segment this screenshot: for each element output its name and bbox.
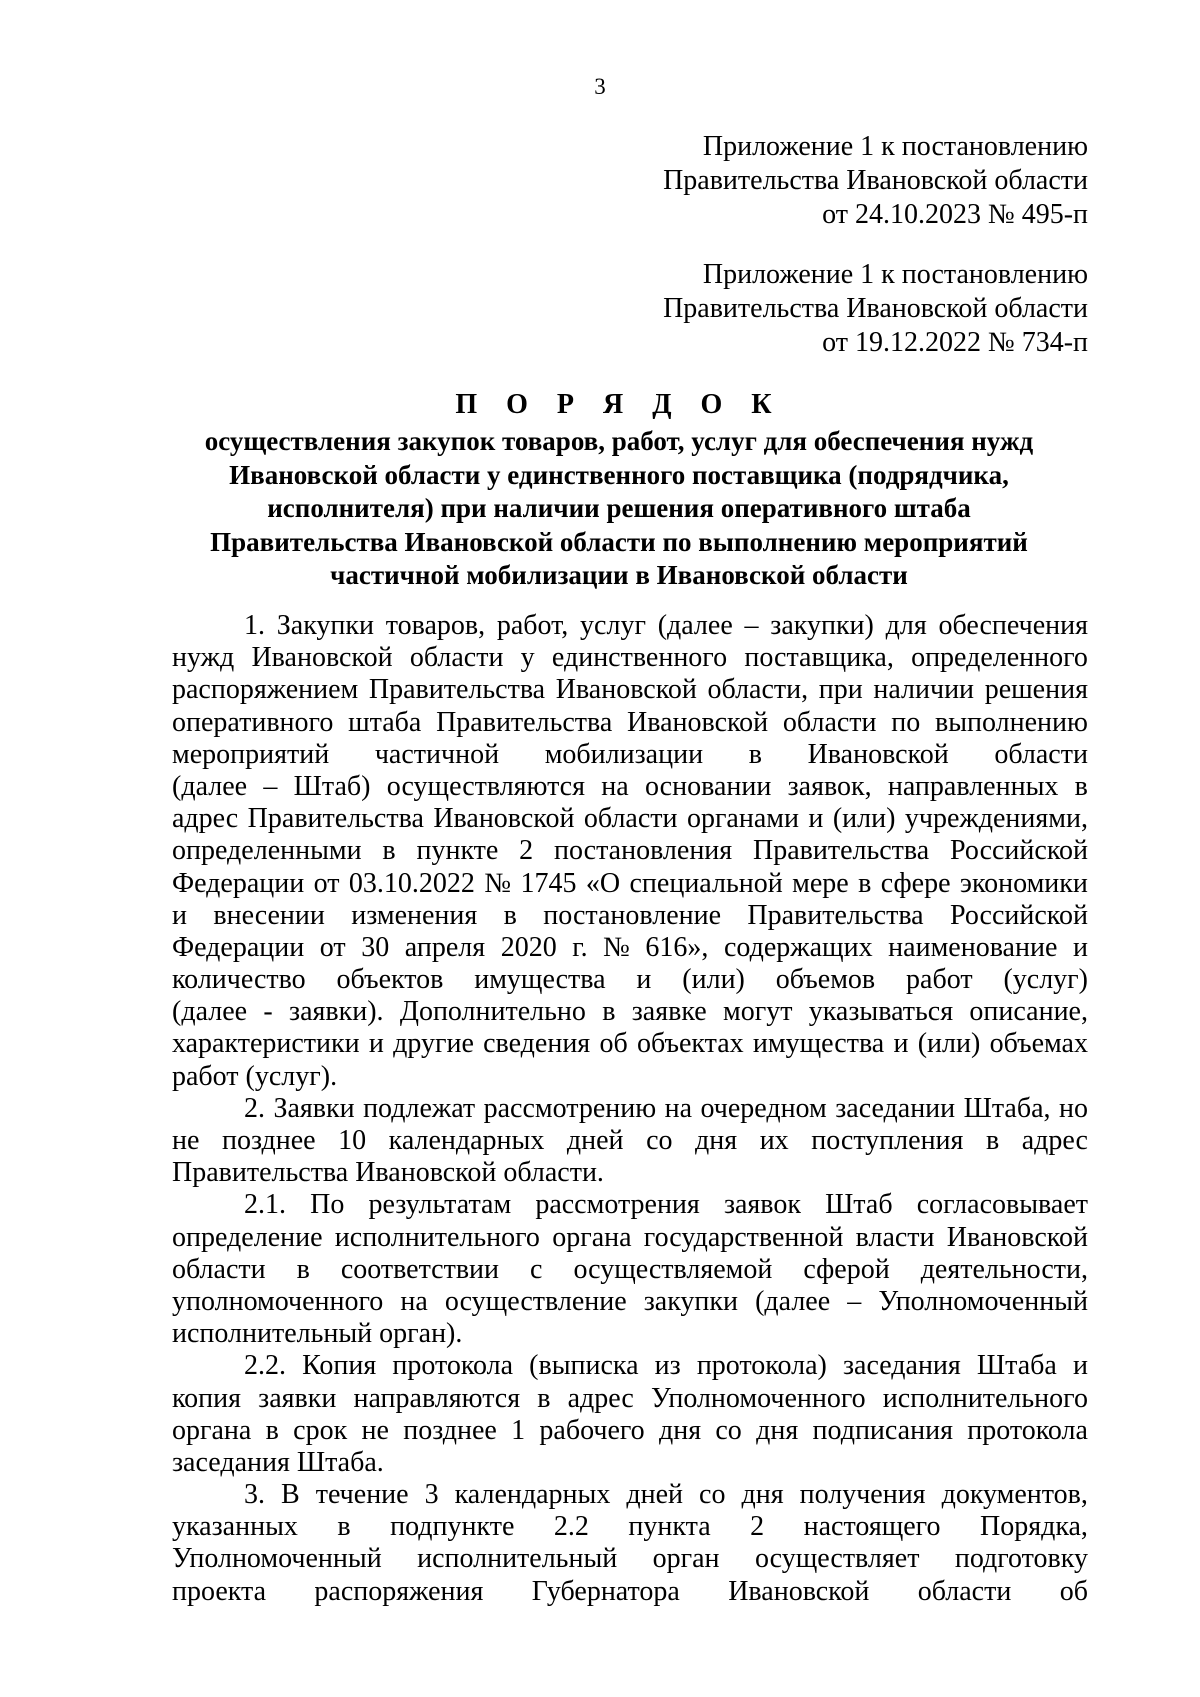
body-word: дня — [741, 1479, 784, 1511]
body-word: с — [530, 1253, 543, 1285]
body-word: другие — [393, 1028, 474, 1060]
body-word: подпункте — [390, 1511, 515, 1543]
body-word: заседании — [835, 1092, 956, 1124]
body-line — [172, 835, 1088, 867]
body-word: и — [636, 964, 652, 996]
body-word: указываться — [808, 996, 954, 1028]
body-word: адрес — [1021, 1125, 1088, 1156]
body-word: Правительства — [247, 803, 424, 835]
body-word: настоящего — [803, 1511, 941, 1543]
body-line — [172, 1383, 1088, 1415]
title-subtitle-line: исполнителя) при наличии решения оперативного штаба — [267, 493, 971, 523]
body-word: течение — [315, 1479, 409, 1511]
body-word: изменения — [351, 899, 478, 931]
body-word: описание, — [969, 996, 1088, 1028]
body-word: заявки). — [289, 996, 384, 1028]
body-word: в — [503, 899, 517, 931]
body-word: услуг — [580, 610, 646, 641]
body-word: исполнительного — [882, 1382, 1088, 1414]
body-word: получения — [799, 1479, 926, 1511]
body-word: государственной — [643, 1221, 844, 1253]
body-word: (далее — [657, 610, 733, 641]
appendix-line: Правительства Ивановской области — [663, 293, 1088, 324]
body-word: области — [583, 803, 678, 835]
body-word: пункте — [416, 835, 499, 867]
body-word: дней — [566, 1125, 624, 1156]
body-word: и — [893, 1028, 909, 1060]
body-word: их — [759, 1125, 789, 1156]
body-word: области, — [707, 674, 809, 706]
body-line — [172, 1125, 1088, 1157]
body-word: позднее — [221, 1125, 316, 1156]
body-line — [172, 1254, 1088, 1286]
body-word: заявки — [258, 1382, 337, 1414]
body-word: товаров, — [385, 610, 486, 641]
body-word: протокола) — [696, 1350, 827, 1382]
body-line — [172, 1286, 1088, 1318]
body-word: области — [917, 1575, 1012, 1607]
body-word: «О — [585, 867, 621, 899]
body-word: у — [520, 642, 535, 674]
body-line: исполнительный орган). — [172, 1318, 463, 1350]
body-word: указанных — [172, 1511, 298, 1543]
body-word: В — [281, 1479, 300, 1511]
body-word: протокола — [967, 1414, 1088, 1446]
body-line — [172, 771, 1088, 803]
body-line — [172, 1028, 1088, 1060]
body-word: – — [263, 770, 278, 802]
body-word: (услуг) — [1003, 964, 1088, 996]
body-word: (далее — [172, 996, 248, 1028]
body-word: орган — [652, 1543, 720, 1575]
body-word: работ — [906, 964, 973, 996]
body-line — [172, 1511, 1088, 1543]
body-word: работ, — [496, 610, 569, 641]
body-word: Правительства — [436, 706, 613, 738]
body-word: области — [782, 706, 877, 738]
body-word: Копия — [302, 1350, 377, 1382]
body-word: поставщика, — [744, 642, 894, 674]
body-word: наименование — [888, 931, 1058, 963]
body-word: области — [409, 642, 504, 674]
body-word: 3. — [244, 1479, 265, 1511]
body-word: решения — [984, 674, 1088, 706]
body-word: и — [1072, 931, 1088, 963]
body-word: об — [599, 1028, 628, 1060]
body-word: № — [603, 931, 630, 963]
body-line — [172, 674, 1088, 706]
body-word: из — [654, 1350, 681, 1382]
body-word: Ивановской — [251, 642, 393, 674]
body-word: и — [368, 1028, 384, 1060]
body-word: Федерации — [172, 931, 305, 963]
body-word: от — [313, 867, 340, 899]
body-line — [172, 803, 1088, 835]
body-word: заявок, — [787, 770, 872, 802]
body-word: Дополнительно — [399, 996, 586, 1028]
body-word: объемов — [775, 964, 876, 996]
body-word: 2. — [244, 1092, 265, 1124]
body-word: не — [172, 1125, 200, 1156]
body-line — [172, 1350, 1088, 1382]
body-line — [172, 610, 1088, 642]
body-word: в — [265, 1414, 279, 1446]
body-word: Уполномоченный — [172, 1543, 382, 1575]
body-word: наличии — [873, 674, 975, 706]
body-word: объемах — [989, 1028, 1088, 1060]
body-word: 2 — [519, 835, 534, 867]
body-word: Российской — [950, 835, 1088, 867]
body-word: подписания — [812, 1414, 953, 1446]
body-word: заявок — [723, 1189, 801, 1221]
body-word: календарных — [388, 1125, 545, 1156]
body-word: объектах — [636, 1028, 744, 1060]
body-word: Ивановской — [728, 1575, 870, 1607]
body-word: внесении — [213, 899, 325, 931]
body-word: мероприятий — [172, 738, 330, 770]
body-word: 10 — [338, 1125, 367, 1156]
body-word: (или) — [917, 1028, 981, 1060]
body-word: распоряжением — [172, 674, 359, 706]
body-word: исполнительного — [334, 1221, 540, 1253]
body-word: мере — [792, 867, 849, 899]
body-word: Штаб — [825, 1189, 893, 1221]
body-word: в — [537, 1382, 551, 1414]
title-subtitle-line: осуществления закупок товаров, работ, услуг для обеспечения нужд — [204, 426, 1034, 456]
body-word: (далее — [755, 1285, 831, 1317]
document-title — [150, 388, 1088, 593]
body-word: проекта — [172, 1575, 266, 1607]
body-word: единственного — [551, 642, 728, 674]
body-word: документов, — [941, 1479, 1088, 1511]
body-word: характеристики — [172, 1028, 360, 1060]
body-word: 2 — [750, 1511, 765, 1543]
body-word: - — [263, 996, 273, 1028]
appendix-line: Приложение 1 к постановлению — [702, 259, 1088, 290]
body-word: в — [337, 1511, 351, 1543]
body-word: № — [484, 867, 512, 899]
body-word: Ивановской — [433, 803, 575, 835]
body-word: имущества — [474, 964, 606, 996]
body-word: 3 — [424, 1479, 439, 1511]
title-subtitle-line: Правительства Ивановской области по выполнению мероприятий — [210, 526, 1028, 557]
body-word: в — [858, 867, 872, 899]
body-word: со — [715, 1414, 742, 1446]
body-word: Закупки — [276, 610, 374, 641]
body-word: Уполномоченного — [650, 1382, 866, 1414]
body-line: Правительства Ивановской области. — [172, 1157, 604, 1189]
body-word: рабочего — [539, 1414, 645, 1446]
body-word: пункта — [628, 1511, 711, 1543]
body-word: Российской — [949, 899, 1088, 931]
body-line — [172, 932, 1088, 964]
body-word: Штаба, — [963, 1092, 1051, 1124]
body-word: и — [172, 899, 187, 931]
body-word: Штаба — [976, 1350, 1057, 1382]
appendix-line: от 19.12.2022 № 734-п — [822, 327, 1088, 358]
body-word: согласовывает — [916, 1189, 1088, 1221]
title-heading: П О Р Я Д О К — [455, 389, 783, 420]
body-word: определение — [172, 1221, 323, 1253]
body-word: власти — [855, 1221, 935, 1253]
body-word: 2.2 — [553, 1511, 589, 1543]
body-word: 1. — [244, 610, 265, 641]
body-word: в — [296, 1253, 310, 1285]
body-word: мобилизации — [544, 738, 704, 770]
body-word: – — [744, 610, 759, 641]
body-line — [172, 707, 1088, 739]
body-word: и — [1072, 1350, 1088, 1382]
body-word: в — [985, 1125, 1000, 1156]
body-word: Ивановской — [946, 1221, 1088, 1253]
body-word: выполнению — [935, 706, 1088, 738]
body-word: копия — [172, 1382, 242, 1414]
body-word: заявке — [631, 996, 707, 1028]
body-word: основании — [644, 770, 772, 802]
body-word: но — [1059, 1092, 1088, 1124]
body-word: экономики — [959, 867, 1088, 899]
body-word: распоряжения — [314, 1575, 484, 1607]
body-word: По — [310, 1189, 345, 1221]
body-word: 2020 — [500, 931, 557, 963]
body-word: по — [891, 706, 921, 738]
body-word: очередном — [700, 1092, 827, 1124]
body-word: определенными — [172, 835, 362, 867]
body-word: позднее — [403, 1414, 497, 1446]
appendix-line: Правительства Ивановской области — [663, 165, 1088, 196]
body-word: 1 — [511, 1414, 526, 1446]
body-word: направляются — [353, 1382, 521, 1414]
body-word: сведения — [483, 1028, 591, 1060]
appendix-header-1 — [663, 130, 1088, 232]
body-word: срок — [293, 1414, 348, 1446]
body-word: осуществляемой — [573, 1253, 773, 1285]
body-word: закупки — [643, 1285, 739, 1317]
body-word: в — [602, 996, 616, 1028]
appendix-line: Приложение 1 к постановлению — [702, 131, 1088, 162]
body-word: Губернатора — [531, 1575, 680, 1607]
body-word: обеспечения — [938, 610, 1088, 641]
body-word: об — [1059, 1575, 1088, 1607]
body-word: адрес — [567, 1382, 634, 1414]
body-word: (или) — [682, 964, 745, 996]
page-number: 3 — [594, 74, 606, 99]
body-line — [172, 900, 1088, 932]
body-word: (выписка — [529, 1350, 639, 1382]
body-word: штаба — [348, 706, 422, 738]
body-word: 1745 — [520, 867, 577, 899]
body-word: – — [847, 1285, 862, 1317]
body-word: содержащих — [723, 931, 873, 963]
body-word: Правительства — [752, 835, 930, 867]
body-word: частичной — [374, 738, 500, 770]
body-word: не — [361, 1414, 389, 1446]
body-line: заседания Штаба. — [172, 1446, 384, 1478]
body-word: подготовку — [954, 1543, 1088, 1575]
body-word: органами — [686, 803, 799, 835]
body-word: органа — [172, 1414, 252, 1446]
body-word: заседания — [842, 1350, 961, 1382]
body-word: Уполномоченный — [878, 1285, 1088, 1317]
body-word: нужд — [172, 642, 235, 674]
body-line — [172, 1576, 1088, 1608]
body-word: деятельности, — [920, 1253, 1088, 1285]
body-word: (далее — [172, 770, 248, 802]
body-word: органа — [552, 1221, 632, 1253]
body-word: учреждениями, — [904, 803, 1088, 835]
body-word: сфере — [880, 867, 951, 899]
body-word: при — [818, 674, 863, 706]
body-word: дня — [756, 1414, 799, 1446]
body-word: на — [664, 1092, 693, 1124]
body-word: дней — [626, 1479, 684, 1511]
body-word: дня — [695, 1125, 738, 1156]
body-word: объектов — [336, 964, 444, 996]
body-line — [172, 642, 1088, 674]
body-word: и — [808, 803, 824, 835]
body-word: осуществление — [444, 1285, 627, 1317]
body-word: постановления — [553, 835, 733, 867]
body-word: со — [646, 1125, 673, 1156]
body-word: Ивановской — [627, 706, 769, 738]
body-line — [172, 1415, 1088, 1447]
body-line — [172, 1543, 1088, 1575]
body-line — [172, 739, 1088, 771]
body-word: Правительства — [747, 899, 924, 931]
body-word: апреля — [404, 931, 486, 963]
body-word: сферой — [803, 1253, 890, 1285]
body-word: Правительства — [368, 674, 546, 706]
body-word: Ивановской — [555, 674, 697, 706]
body-word: соответствии — [340, 1253, 500, 1285]
body-word: уполномоченного — [172, 1285, 384, 1317]
body-word: специальной — [629, 867, 783, 899]
body-word: результатам — [368, 1189, 512, 1221]
body-word: Штаб) — [293, 770, 371, 802]
body-word: исполнительный — [417, 1543, 618, 1575]
body-word: Федерации — [172, 867, 305, 899]
body-word: от — [319, 931, 346, 963]
body-word: дня — [658, 1414, 702, 1446]
body-word: имущества — [752, 1028, 885, 1060]
body-line — [172, 1189, 1088, 1221]
body-word: 30 — [361, 931, 390, 963]
body-word: подлежат — [363, 1092, 476, 1124]
document-body — [172, 610, 1088, 1608]
body-word: области — [172, 1253, 266, 1285]
body-word: в — [748, 738, 762, 770]
body-word: 2.1. — [244, 1189, 286, 1221]
title-subtitle-line: частичной мобилизации в Ивановской области — [330, 560, 908, 590]
body-word: 03.10.2022 — [348, 867, 475, 899]
body-word: 616», — [645, 931, 709, 963]
body-word: рассмотрения — [535, 1189, 700, 1221]
body-word: определенного — [911, 642, 1088, 674]
body-word: адрес — [172, 803, 239, 835]
body-word: на — [400, 1285, 428, 1317]
body-word: на — [601, 770, 629, 802]
body-word: области — [994, 738, 1088, 770]
body-line: работ (услуг). — [172, 1060, 338, 1092]
body-line — [172, 996, 1088, 1028]
body-word: могут — [722, 996, 793, 1028]
body-word: Порядка, — [979, 1511, 1088, 1543]
body-word: Ивановской — [807, 738, 949, 770]
body-word: осуществляются — [386, 770, 585, 802]
title-subtitle-line: Ивановской области у единственного поставщика (подрядчика, — [229, 459, 1009, 490]
body-line — [172, 1093, 1088, 1125]
body-word: постановление — [543, 899, 722, 931]
body-word: в — [382, 835, 396, 867]
body-word: (или) — [832, 803, 896, 835]
body-word: протокола — [392, 1350, 514, 1382]
body-word: оперативного — [172, 706, 334, 738]
body-word: направленных — [887, 770, 1059, 802]
body-word: для — [885, 610, 927, 641]
body-line — [172, 868, 1088, 900]
body-word: количество — [172, 964, 306, 996]
body-word: поступления — [811, 1125, 964, 1156]
body-line — [172, 1479, 1088, 1511]
body-word: г. — [572, 931, 588, 963]
appendix-line: от 24.10.2023 № 495-п — [822, 199, 1088, 230]
body-line — [172, 964, 1088, 996]
body-word: в — [1074, 770, 1088, 802]
appendix-header-2 — [663, 258, 1088, 360]
body-word: рассмотрению — [483, 1092, 657, 1124]
body-word: Заявки — [273, 1092, 355, 1124]
body-word: 2.2. — [244, 1350, 286, 1382]
body-word: календарных — [454, 1479, 611, 1511]
body-word: со — [699, 1479, 726, 1511]
body-word: осуществляет — [754, 1543, 920, 1575]
body-word: закупки) — [770, 610, 874, 641]
body-line — [172, 1222, 1088, 1254]
